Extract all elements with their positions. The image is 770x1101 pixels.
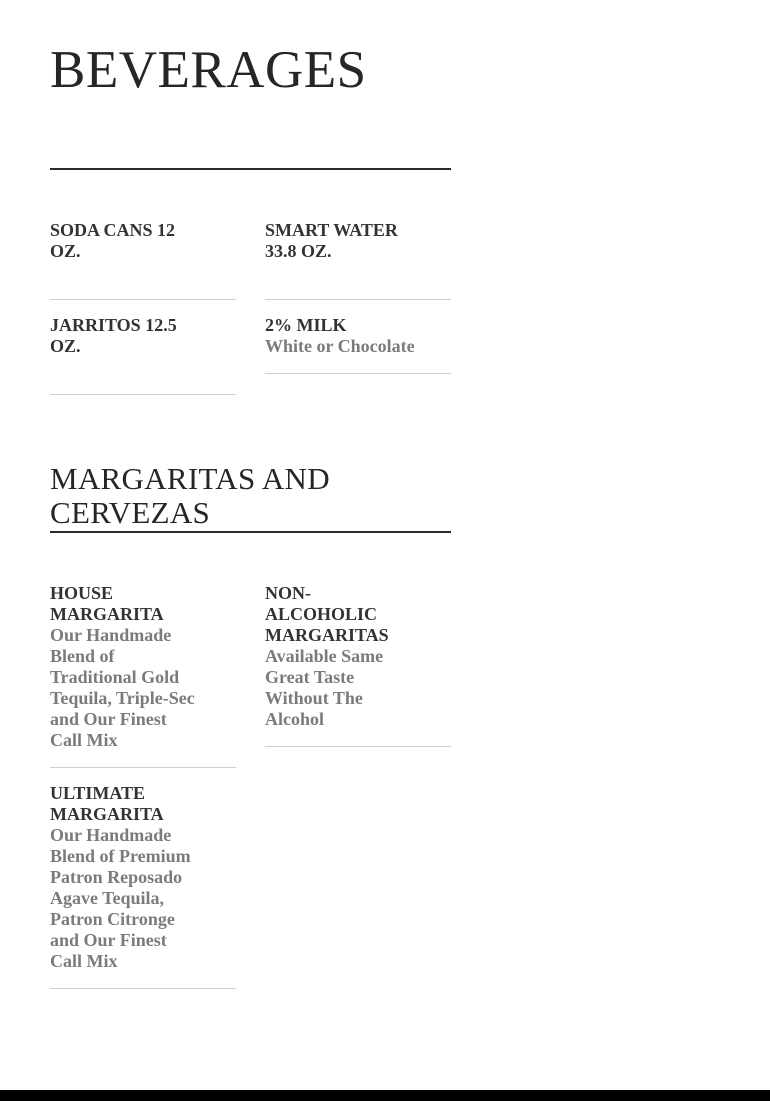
menu-item-spacer [50,262,236,283]
menu-item-description: White or Chocolate [265,336,415,356]
margaritas-title: MARGARITAS AND CERVEZAS [50,461,330,530]
footer-bar [0,1090,770,1101]
menu-item-name: 2% MILK [265,315,347,335]
margaritas-menu-grid [50,583,451,1004]
menu-item-ultimate-margarita [50,783,236,989]
menu-item-description: Our Handmade Blend of Premium Patron Reposado Agave Tequila, Patron Citronge and Our Finest Call Mix [50,825,191,971]
menu-item-spacer [265,262,451,283]
menu-item-spacer [50,357,236,378]
menu-item-name: ULTIMATE MARGARITA [50,783,164,824]
menu-item-soda-cans [50,220,236,300]
menu-item-name: HOUSE MARGARITA [50,583,164,624]
margaritas-section [50,462,451,1004]
beverages-menu-grid [50,220,451,410]
menu-item-name: JARRITOS 12.5 OZ. [50,315,177,356]
menu-item-jarritos [50,315,236,395]
margaritas-left-column [50,583,236,1004]
beverages-title-divider [50,168,451,170]
menu-item-name: SODA CANS 12 OZ. [50,220,176,261]
menu-item-name: NON-ALCOHOLIC MARGARITAS [265,583,389,645]
menu-item-smart-water [265,220,451,300]
beverages-section [50,40,451,410]
menu-item-name: SMART WATER 33.8 OZ. [265,220,398,261]
menu-item-non-alcoholic-margaritas [265,583,451,747]
margaritas-title-divider [50,531,451,533]
menu-item-house-margarita [50,583,236,768]
menu-item-description: Our Handmade Blend of Traditional Gold Tequila, Triple-Sec and Our Finest Call Mix [50,625,195,750]
beverages-title: BEVERAGES [50,41,367,99]
margaritas-right-column [265,583,451,762]
menu-item-description: Available Same Great Taste Without The Alcohol [265,646,384,729]
menu-item-milk [265,315,451,374]
